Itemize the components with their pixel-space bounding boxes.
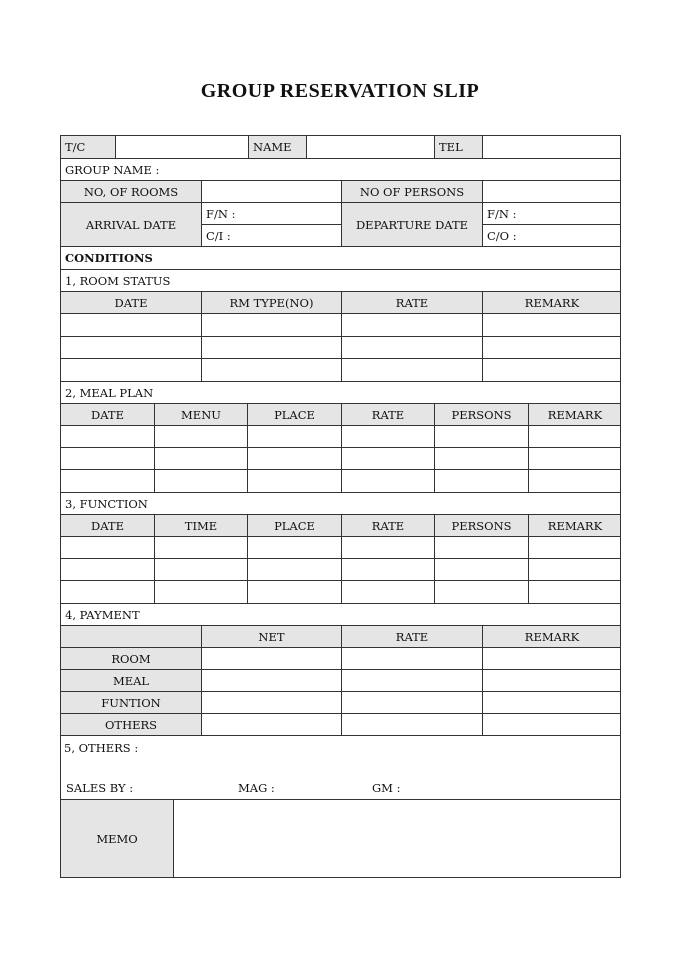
- payment-col-header: NET: [201, 625, 341, 647]
- payment-cell[interactable]: [482, 713, 621, 735]
- meal-plan-col-header: PERSONS: [434, 403, 528, 425]
- payment-row-label: OTHERS: [60, 713, 201, 735]
- payment-corner: [60, 625, 201, 647]
- payment-cell[interactable]: [201, 669, 341, 691]
- function-cell[interactable]: [154, 536, 247, 559]
- others-heading: 5, OTHERS :: [64, 741, 139, 755]
- meal-plan-cell[interactable]: [528, 469, 621, 492]
- function-cell[interactable]: [247, 580, 341, 603]
- persons-field[interactable]: [482, 180, 621, 202]
- room-status-cell[interactable]: [482, 313, 621, 336]
- room-status-cell[interactable]: [482, 358, 621, 381]
- rooms-label: NO, OF ROOMS: [60, 180, 201, 202]
- payment-heading: 4, PAYMENT: [60, 603, 621, 625]
- function-col-header: REMARK: [528, 514, 621, 536]
- group-name-field[interactable]: GROUP NAME :: [60, 158, 621, 180]
- function-cell[interactable]: [60, 536, 154, 559]
- room-status-cell[interactable]: [482, 336, 621, 359]
- meal-plan-col-header: DATE: [60, 403, 154, 425]
- room-status-cell[interactable]: [201, 313, 341, 336]
- room-status-cell[interactable]: [341, 313, 482, 336]
- room-status-cell[interactable]: [60, 313, 201, 336]
- function-cell[interactable]: [341, 558, 434, 581]
- meal-plan-cell[interactable]: [434, 469, 528, 492]
- function-cell[interactable]: [434, 536, 528, 559]
- function-cell[interactable]: [247, 536, 341, 559]
- room-status-col-header: REMARK: [482, 291, 621, 313]
- name-label: NAME: [248, 135, 306, 158]
- function-cell[interactable]: [528, 558, 621, 581]
- meal-plan-cell[interactable]: [60, 425, 154, 448]
- payment-col-header: REMARK: [482, 625, 621, 647]
- sales-by-label: SALES BY :: [66, 781, 134, 795]
- meal-plan-cell[interactable]: [154, 425, 247, 448]
- room-status-cell[interactable]: [341, 358, 482, 381]
- name-field[interactable]: [306, 135, 434, 158]
- meal-plan-col-header: MENU: [154, 403, 247, 425]
- meal-plan-cell[interactable]: [247, 447, 341, 470]
- meal-plan-cell[interactable]: [154, 447, 247, 470]
- departure-co-field[interactable]: C/O :: [482, 224, 621, 246]
- room-status-cell[interactable]: [201, 358, 341, 381]
- departure-fn-field[interactable]: F/N :: [482, 202, 621, 224]
- meal-plan-col-header: REMARK: [528, 403, 621, 425]
- function-col-header: RATE: [341, 514, 434, 536]
- meal-plan-cell[interactable]: [528, 447, 621, 470]
- departure-label: DEPARTURE DATE: [341, 202, 482, 246]
- tel-label: TEL: [434, 135, 482, 158]
- tc-label: T/C: [60, 135, 115, 158]
- mag-label: MAG :: [238, 781, 275, 795]
- payment-row-label: FUNTION: [60, 691, 201, 713]
- meal-plan-col-header: RATE: [341, 403, 434, 425]
- payment-cell[interactable]: [201, 713, 341, 735]
- payment-cell[interactable]: [482, 691, 621, 713]
- function-cell[interactable]: [434, 558, 528, 581]
- function-col-header: PLACE: [247, 514, 341, 536]
- payment-cell[interactable]: [482, 669, 621, 691]
- function-col-header: PERSONS: [434, 514, 528, 536]
- arrival-fn-field[interactable]: F/N :: [201, 202, 341, 224]
- function-cell[interactable]: [528, 580, 621, 603]
- function-cell[interactable]: [154, 558, 247, 581]
- meal-plan-cell[interactable]: [528, 425, 621, 448]
- arrival-ci-field[interactable]: C/I :: [201, 224, 341, 246]
- payment-cell[interactable]: [201, 691, 341, 713]
- meal-plan-cell[interactable]: [434, 447, 528, 470]
- tel-field[interactable]: [482, 135, 621, 158]
- room-status-col-header: RM TYPE(NO): [201, 291, 341, 313]
- room-status-col-header: DATE: [60, 291, 201, 313]
- payment-col-header: RATE: [341, 625, 482, 647]
- meal-plan-cell[interactable]: [247, 425, 341, 448]
- room-status-cell[interactable]: [60, 336, 201, 359]
- room-status-cell[interactable]: [201, 336, 341, 359]
- meal-plan-cell[interactable]: [341, 469, 434, 492]
- meal-plan-heading: 2, MEAL PLAN: [60, 381, 621, 403]
- tc-field[interactable]: [115, 135, 248, 158]
- room-status-cell[interactable]: [341, 336, 482, 359]
- meal-plan-cell[interactable]: [434, 425, 528, 448]
- function-cell[interactable]: [341, 580, 434, 603]
- function-cell[interactable]: [247, 558, 341, 581]
- function-cell[interactable]: [528, 536, 621, 559]
- meal-plan-cell[interactable]: [60, 447, 154, 470]
- memo-label: MEMO: [60, 799, 173, 878]
- meal-plan-cell[interactable]: [154, 469, 247, 492]
- persons-label: NO OF PERSONS: [341, 180, 482, 202]
- payment-cell[interactable]: [482, 647, 621, 669]
- function-cell[interactable]: [341, 536, 434, 559]
- conditions-label: CONDITIONS: [60, 246, 621, 269]
- function-heading: 3, FUNCTION: [60, 492, 621, 514]
- function-cell[interactable]: [60, 558, 154, 581]
- payment-cell[interactable]: [341, 647, 482, 669]
- function-cell[interactable]: [434, 580, 528, 603]
- function-col-header: TIME: [154, 514, 247, 536]
- others-box[interactable]: [60, 735, 621, 799]
- function-cell[interactable]: [154, 580, 247, 603]
- payment-cell[interactable]: [341, 669, 482, 691]
- function-cell[interactable]: [60, 580, 154, 603]
- payment-cell[interactable]: [201, 647, 341, 669]
- meal-plan-cell[interactable]: [341, 447, 434, 470]
- arrival-label: ARRIVAL DATE: [60, 202, 201, 246]
- function-col-header: DATE: [60, 514, 154, 536]
- rooms-field[interactable]: [201, 180, 341, 202]
- payment-cell[interactable]: [341, 713, 482, 735]
- meal-plan-cell[interactable]: [247, 469, 341, 492]
- meal-plan-cell[interactable]: [60, 469, 154, 492]
- payment-row-label: MEAL: [60, 669, 201, 691]
- room-status-cell[interactable]: [60, 358, 201, 381]
- payment-row-label: ROOM: [60, 647, 201, 669]
- payment-cell[interactable]: [341, 691, 482, 713]
- meal-plan-cell[interactable]: [341, 425, 434, 448]
- memo-field[interactable]: [173, 799, 621, 878]
- room-status-col-header: RATE: [341, 291, 482, 313]
- room-status-heading: 1, ROOM STATUS: [60, 269, 621, 291]
- page-title: GROUP RESERVATION SLIP: [200, 80, 480, 102]
- gm-label: GM :: [372, 781, 401, 795]
- meal-plan-col-header: PLACE: [247, 403, 341, 425]
